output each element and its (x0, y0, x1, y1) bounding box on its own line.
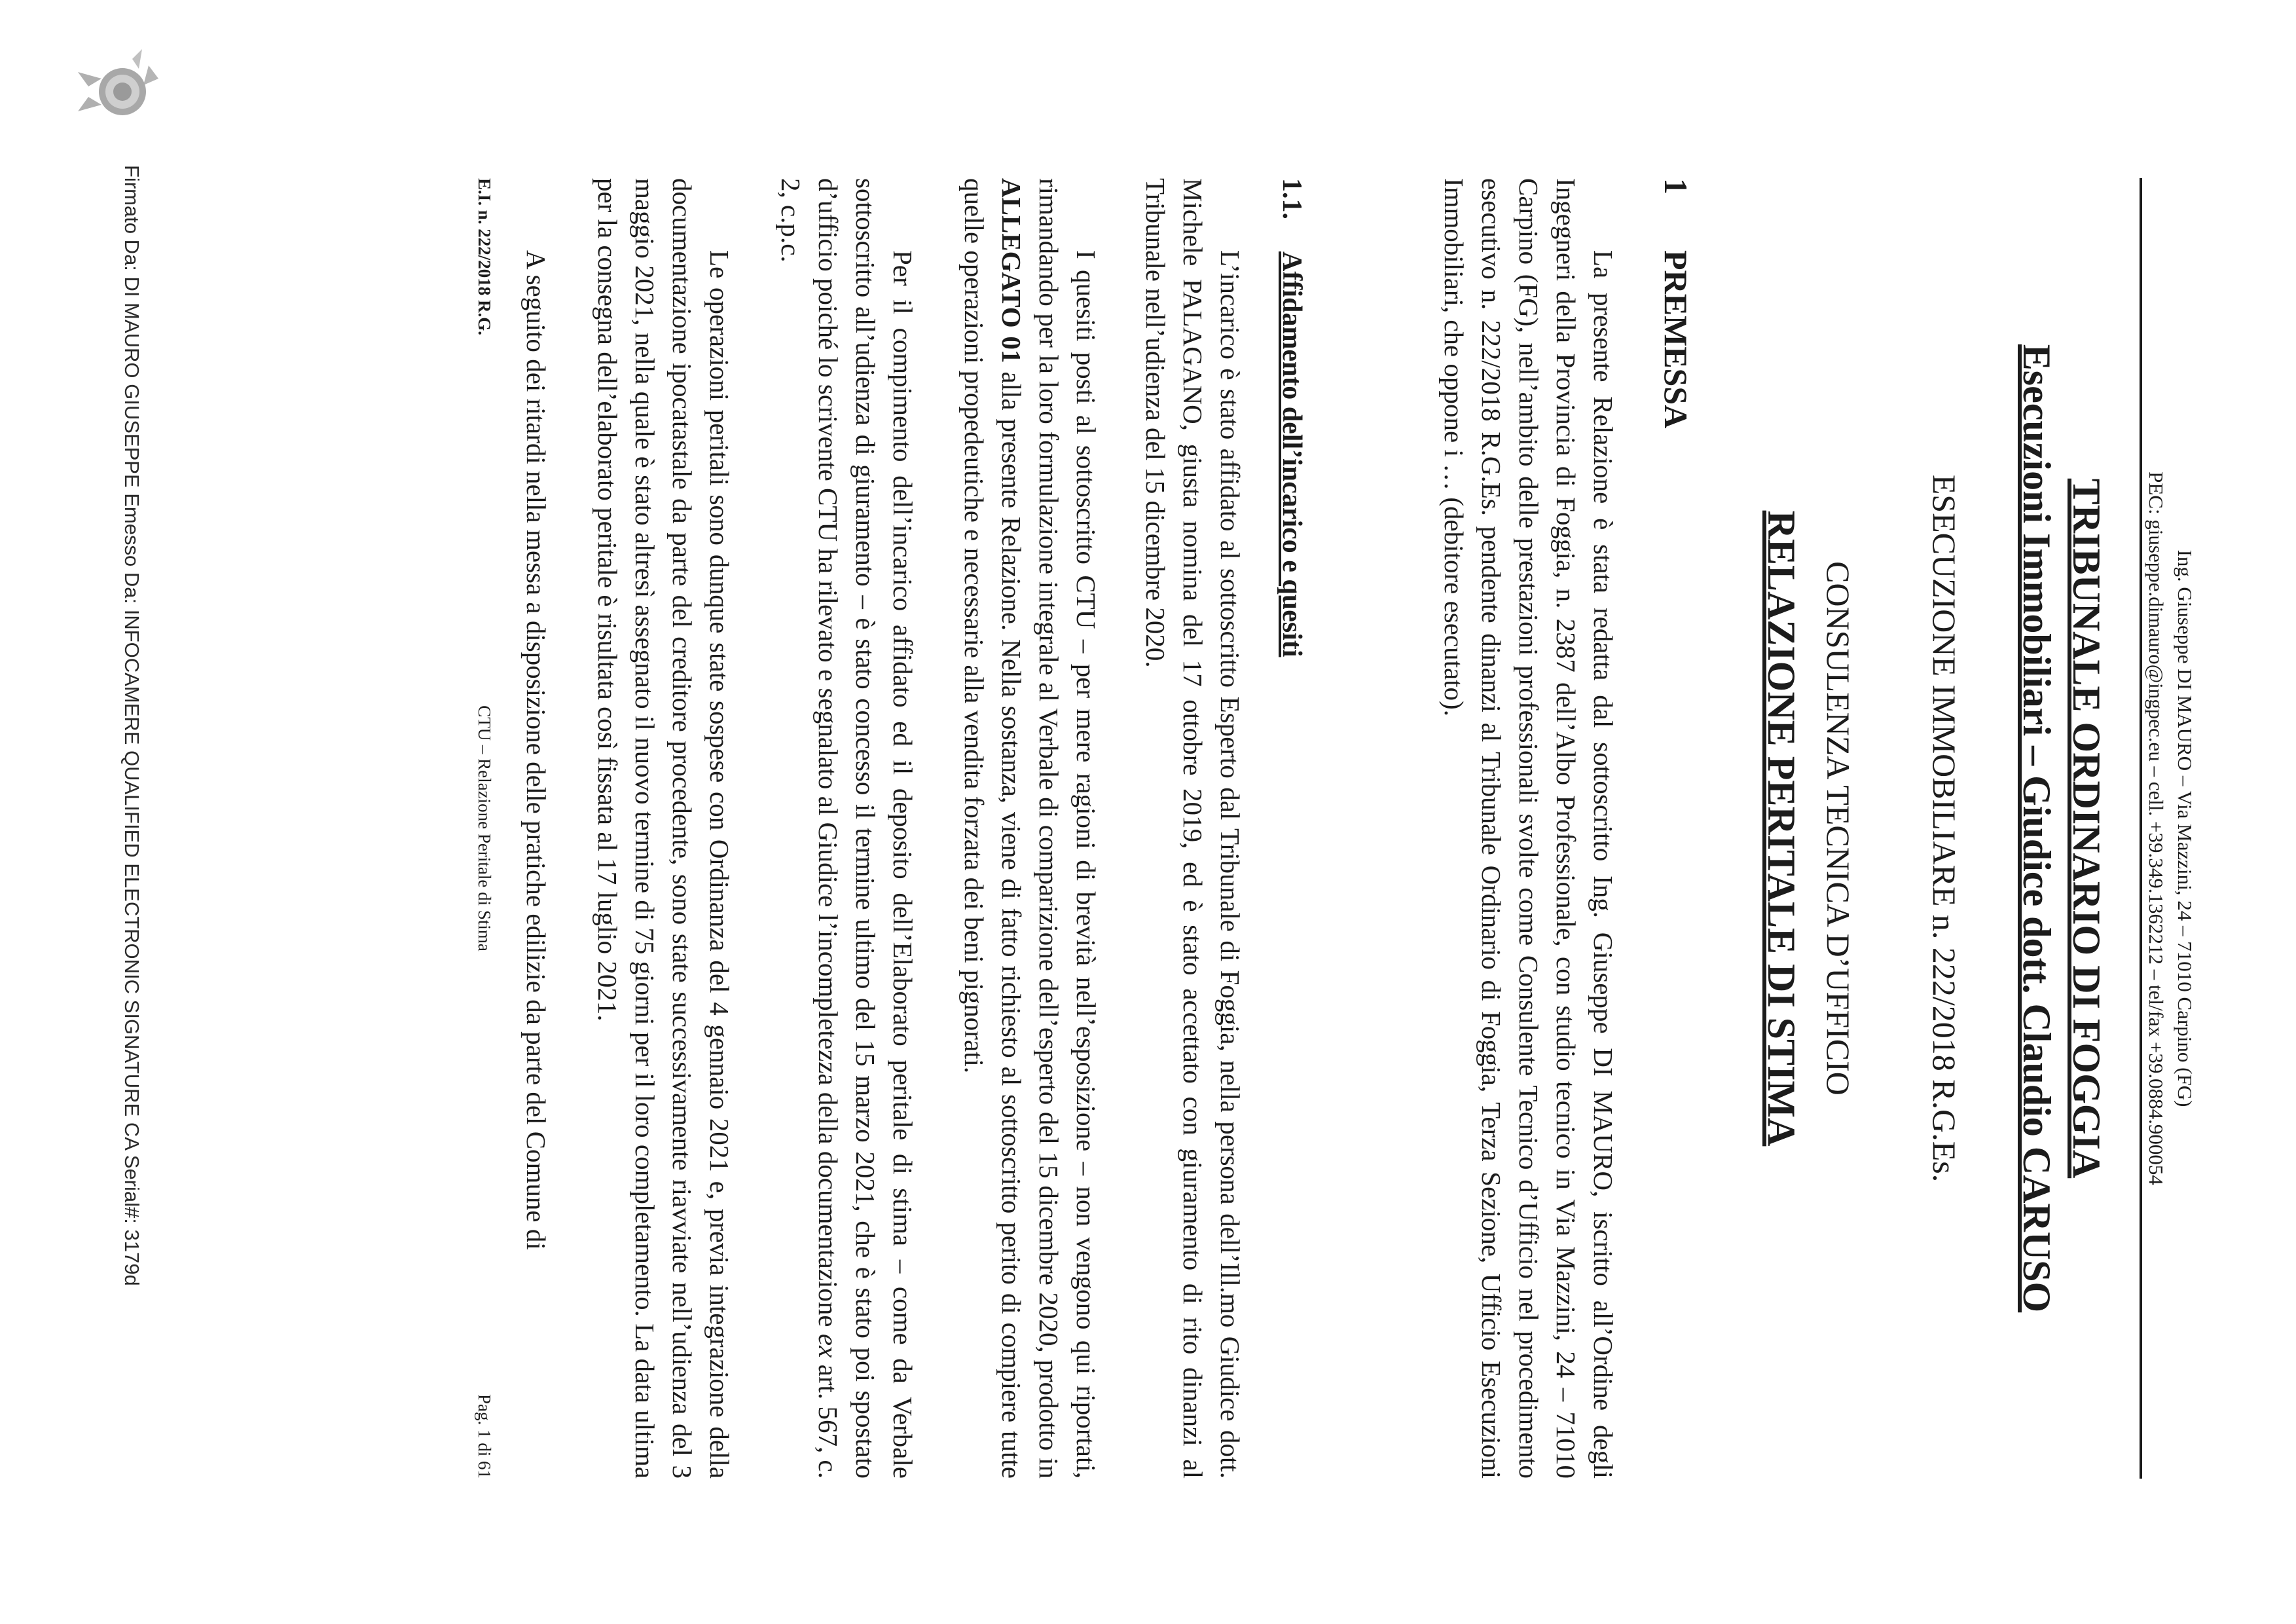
ritardi-paragraph: A seguito dei ritardi nella messa a disposizione delle pratiche edilizie da parte del Comune di (521, 250, 551, 1250)
section-1-1-heading (1276, 178, 1307, 657)
incarico-paragraph: L’incarico è stato affidato al sottoscritto Esperto dal Tribunale di Foggia, nella persona dell’Ill.mo Giudice dott. Michele PALAGANO, giusta nomina del 17 ottobre 2019, ed è stato accettato con giuramento di rito dinanzi al Tribunale nell’udienza del 15 dicembre 2020. (1140, 178, 1245, 1479)
consultancy-title: CONSULENZA TECNICA D’UFFICIO (1820, 561, 1857, 1096)
section-1-title: PREMESSA (1658, 250, 1694, 429)
allegato-reference: ALLEGATO 01 (996, 178, 1027, 363)
court-section: Esecuzioni Immobiliari – Giudice dott. Claudio CARUSO (2015, 344, 2058, 1313)
letterhead (2141, 178, 2199, 1479)
footer-case-number: E.I. n. 222/2018 R.G. (475, 178, 494, 336)
section-1-1-number: 1.1. (1277, 178, 1307, 219)
termine-text-start: Per il compimento dell’incarico affidato ed il deposito dell’Elaborato peritale di stima – come da Verbale sottoscritto all’udienza di giuramento – è stato concesso il termine ultimo del 15 marzo 2021, che è stato poi spostato d’ufficio poiché lo scrivente CTU ha rilevato e segnalato al Giudice l’incompletezza della documentazione (813, 178, 918, 1479)
section-1-1-title: Affidamento dell’incarico e quesiti (1277, 251, 1307, 657)
letterhead-address: Ing. Giuseppe DI MAURO – Via Mazzini, 24 – 71010 Carpino (FG) (2174, 549, 2196, 1107)
quesiti-text-start: I quesiti posti al sottoscritto CTU – per mere ragioni di brevità nell’esposizione – non vengono qui riportati, rimandando per la loro formulazione integrale al Verbale di comparizione dell’esperto del 15 dicembre 2020, prodotto in (1034, 178, 1101, 1479)
court-title: TRIBUNALE ORDINARIO DI FOGGIA (2065, 478, 2108, 1179)
letterhead-contacts: PEC: giuseppe.dimauro@ingpec.eu – cell. +39.349.1362212 – tel/fax +39.0884.900054 (2145, 471, 2168, 1185)
footer-document-title: CTU – Relazione Peritale di Stima (475, 705, 494, 951)
digital-signature-line: Firmato Da: DI MAURO GIUSEPPE Emesso Da: INFOCAMERE QUALIFIED ELECTRONIC SIGNATURE CA Serial#: 3179d (120, 165, 143, 1286)
termine-text-end: art. 567, c. 2, c.p.c. (776, 178, 843, 1479)
signature-seal-icon (77, 46, 162, 138)
procedure-number: ESECUZIONE IMMOBILIARE n. 222/2018 R.G.Es. (1926, 474, 1963, 1183)
ex-italic: ex (813, 1333, 843, 1358)
quesiti-paragraph (955, 178, 1104, 1479)
section-1-number: 1 (1658, 178, 1694, 194)
header-rule (2140, 178, 2142, 1479)
section-1-heading (1657, 178, 1695, 428)
quesiti-text-end: alla presente Relazione. Nella sostanza, viene di fatto richiesto al sottoscritto perito di compiere tutte quelle operazioni propedeutiche e necessarie alla vendita forzata dei beni pignorati. (959, 178, 1027, 1479)
operazioni-paragraph: Le operazioni peritali sono dunque state sospese con Ordinanza del 4 gennaio 2021 e, previa integrazione della documentazione ipocatastale da parte del creditore procedente, sono state successivamente riavviate nell’udienza del 3 maggio 2021, nella quale è stato altresì assegnato il nuovo termine di 75 giorni per il loro completamento. La data ultima per la consegna dell’elaborato peritale è risultata così fissata al 17 luglio 2021. (592, 178, 735, 1479)
termine-paragraph (772, 178, 921, 1479)
report-title: RELAZIONE PERITALE DI STIMA (1760, 510, 1803, 1147)
footer-page-number: Pag. 1 di 61 (475, 1393, 494, 1479)
premessa-paragraph: La presente Relazione è stata redatta dal sottoscritto Ing. Giuseppe DI MAURO, iscritto all’Ordine degli Ingegneri della Provincia di Foggia, n. 2387 dell’Albo Professionale, con studio tecnico in Via Mazzini, 24 – 71010 Carpino (FG), nell’ambito delle prestazioni professionali svolte come Consulente Tecnico d’Ufficio nel procedimento esecutivo n. 222/2018 R.G.Es. pendente dinanzi al Tribunale Ordinario di Foggia, Terza Sezione, Ufficio Esecuzioni Immobiliari, che oppone i … (debitore esecutato). (1439, 178, 1618, 1479)
